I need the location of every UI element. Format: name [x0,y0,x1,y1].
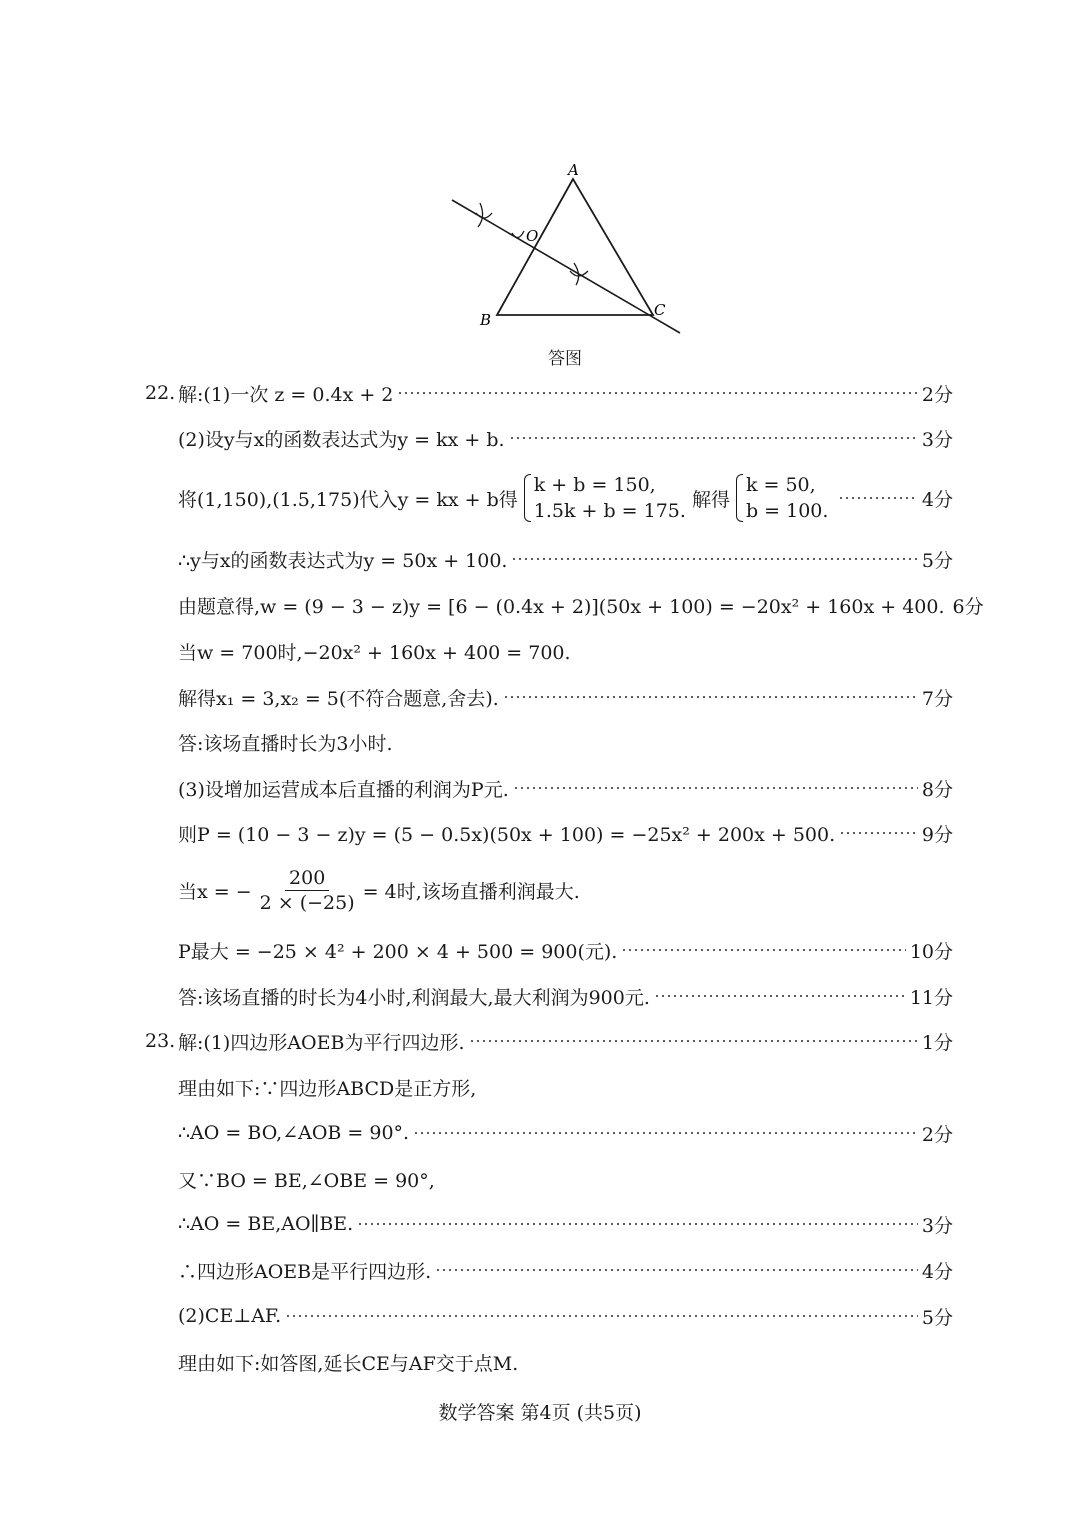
leader-dots [435,1269,918,1271]
score: 3分 [921,428,953,451]
page-footer: 数学答案 第4页 (共5页) [438,1402,642,1424]
leader-dots [503,696,918,698]
label-c: C [654,301,666,319]
score: 1分 [921,1031,953,1054]
line-text: 又∵BO = BE,∠OBE = 90°, [178,1169,435,1192]
leader-dots [621,949,905,951]
equation: k + b = 150, [533,474,656,496]
q22-line-11 [178,862,953,918]
leader-dots [654,995,906,997]
q22-number: 22. [145,382,176,404]
line-text: P最大 = −25 × 4² + 200 × 4 + 500 = 900(元). [178,940,618,963]
line-text: 理由如下:∵四边形ABCD是正方形, [178,1077,477,1100]
line-text: 解:(1)四边形AOEB为平行四边形. [178,1031,465,1054]
q23-number: 23. [145,1030,176,1052]
line-text: 当w = 700时,−20x² + 160x + 400 = 700. [178,641,571,664]
q22-line-8 [178,726,953,758]
q22-line-5 [178,589,984,621]
score: 9分 [921,823,953,846]
score: 4分 [921,488,953,511]
fraction-numerator: 200 [285,866,329,891]
fraction [256,866,359,915]
triangle-abc [497,179,653,315]
line-text: 解得x₁ = 3,x₂ = 5(不符合题意,舍去). [178,687,499,710]
fraction-denominator: 2 × (−25) [259,891,355,914]
label-a: A [568,161,579,179]
score: 7分 [921,687,953,710]
q22-line-3 [178,470,953,526]
leader-dots [469,1040,918,1042]
q22-line-7 [178,681,953,713]
line-text: (2)CE⊥AF. [178,1305,282,1327]
line-text: 解:(1)一次 z = 0.4x + 2 [178,383,394,406]
score: 4分 [921,1260,953,1283]
equation: 1.5k + b = 175. [533,500,686,522]
q23-line-3 [178,1117,953,1149]
equation-system-1 [524,472,686,524]
q23-line-8 [178,1346,953,1378]
label-b: B [480,311,492,329]
q22-line-9 [178,772,953,804]
leader-dots [509,437,918,439]
q22-line-6 [178,635,953,667]
line-text: 答:该场直播时长为3小时. [178,732,393,755]
leader-dots [511,558,917,560]
figure-caption: 答图 [548,349,582,369]
score: 8分 [921,778,953,801]
line-text: (3)设增加运营成本后直播的利润为P元. [178,778,509,801]
equation: b = 100. [745,500,829,522]
leader-dots [285,1315,918,1317]
triangle-construction-figure [440,155,690,345]
line-text: (2)设y与x的函数表达式为y = kx + b. [178,428,505,451]
line-text: ∴y与x的函数表达式为y = 50x + 100. [178,549,508,572]
leader-dots [513,787,918,789]
q23-line-7 [178,1300,953,1332]
line-text: 理由如下:如答图,延长CE与AF交于点M. [178,1352,519,1375]
score: 5分 [921,549,953,572]
line-text: 当x = − [178,880,252,903]
score: 11分 [909,986,953,1009]
q23-line-4 [178,1163,953,1195]
arc-mark-3 [570,263,588,285]
q22-line-13 [178,980,953,1012]
line-text: ∴AO = BO,∠AOB = 90°. [178,1122,410,1144]
line-text: 将(1,150),(1.5,175)代入y = kx + b得 [178,488,518,511]
q22-line-1 [178,377,953,409]
q22-line-4 [178,543,953,575]
leader-dots [839,832,918,834]
q22-line-12 [178,934,953,966]
score: 2分 [921,1123,953,1146]
label-o: O [526,227,539,245]
line-text: 则P = (10 − 3 − z)y = (5 − 0.5x)(50x + 100) = −25x² + 200x + 500. [178,823,836,846]
q22-line-2 [178,422,953,454]
q23-line-5 [178,1208,953,1240]
line-text: 由题意得,w = (9 − 3 − z)y = [6 − (0.4x + 2)](50x + 100) = −20x² + 160x + 400. [178,595,945,618]
score: 3分 [921,1214,953,1237]
equation: k = 50, [745,474,816,496]
leader-dots [838,497,917,499]
arc-mark-1 [476,203,492,227]
q23-line-6 [178,1254,953,1286]
line-text: 解得 [691,488,730,511]
q23-line-1 [178,1025,953,1057]
score: 10分 [909,940,953,963]
q22-line-10 [178,817,953,849]
score: 5分 [921,1306,953,1329]
score: 6分 [952,595,984,618]
leader-dots [413,1132,918,1134]
line-text: 答:该场直播的时长为4小时,利润最大,最大利润为900元. [178,986,650,1009]
score: 2分 [921,383,953,406]
line-text: ∴AO = BE,AO∥BE. [178,1213,354,1235]
equation-system-2 [736,472,828,524]
leader-dots [357,1223,918,1225]
line-text: = 4时,该场直播利润最大. [362,880,580,903]
leader-dots [397,392,918,394]
line-text: ∴四边形AOEB是平行四边形. [178,1260,432,1283]
q23-line-2 [178,1071,953,1103]
